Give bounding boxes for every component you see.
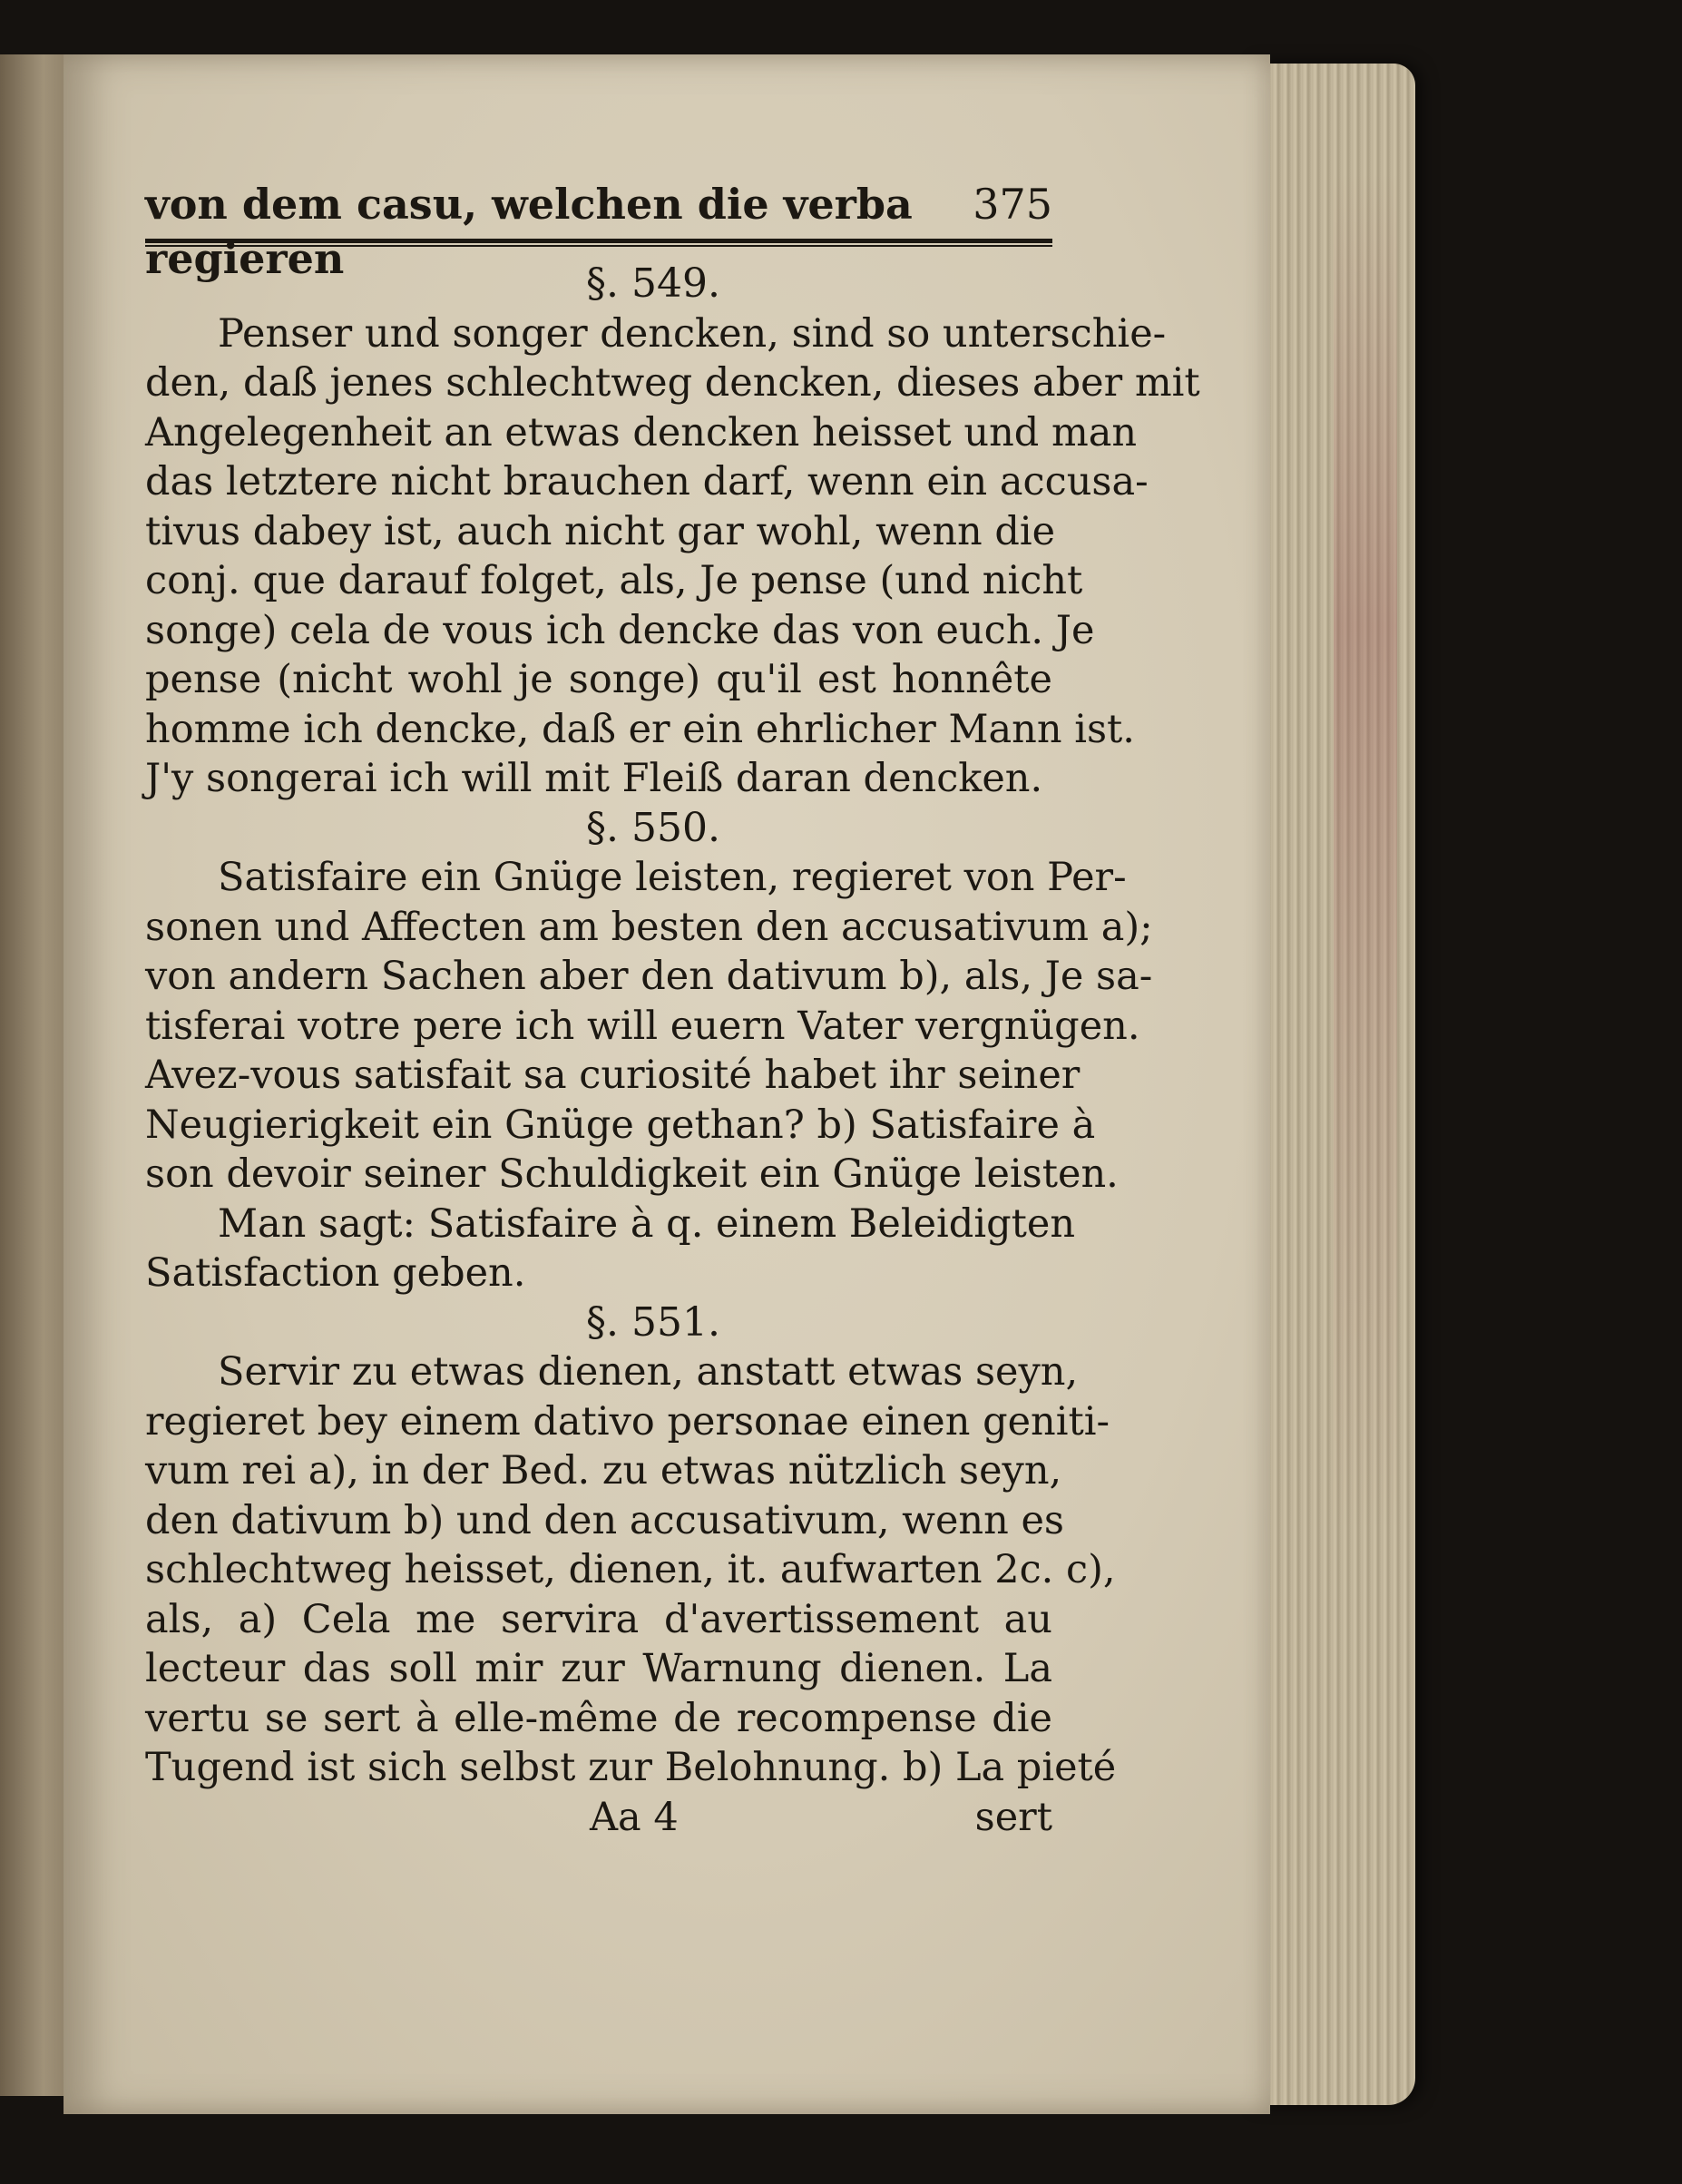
page-stack-edges <box>1252 64 1415 2105</box>
text-line: schlechtweg heisset, dienen, it. aufwarten 2c. c), <box>145 1547 1116 1592</box>
text-line: Angelegenheit an etwas dencken heisset und man <box>145 409 1138 455</box>
text-line: vum rei a), in der Bed. zu etwas nützlich seyn, <box>145 1448 1062 1494</box>
page-number: 375 <box>973 180 1052 229</box>
page-text <box>145 177 1200 1842</box>
text-line: pense (nicht wohl je songe) qu'il est honnête <box>145 657 1052 702</box>
text-line: conj. que darauf folget, als, Je pense (und nicht <box>145 558 1083 603</box>
previous-page-edge <box>0 54 73 2096</box>
signature-mark: Aa 4 <box>590 1794 679 1840</box>
text-line: regieret bey einem dativo personae einen geniti- <box>145 1398 1110 1445</box>
text-line: Tugend ist sich selbst zur Belohnung. b) La pieté <box>145 1745 1117 1790</box>
catchword: sert <box>974 1794 1052 1840</box>
running-head <box>145 177 1052 283</box>
text-line: Penser und songer dencken, sind so unterschie- <box>218 310 1167 357</box>
text-line: Servir zu etwas dienen, anstatt etwas seyn, <box>218 1349 1079 1395</box>
running-head-title: von dem casu, welchen die verba regieren <box>145 180 913 283</box>
text-line: vertu se sert à elle-même de recompense die <box>145 1695 1052 1741</box>
text-line: Satisfaction geben. <box>145 1250 526 1296</box>
text-line: von andern Sachen aber den dativum b), als, Je sa- <box>145 954 1153 999</box>
text-line: sonen und Affecten am besten den accusativum a); <box>145 904 1153 950</box>
text-line: Satisfaire ein Gnüge leisten, regieret von Per- <box>218 855 1127 900</box>
text-line: das letztere nicht brauchen darf, wenn ein accusa- <box>145 459 1149 504</box>
text-line: den, daß jenes schlechtweg dencken, dieses aber mit <box>145 360 1200 406</box>
text-line: Man sagt: Satisfaire à q. einem Beleidigten <box>218 1200 1076 1247</box>
text-line: lecteur das soll mir zur Warnung dienen. La <box>145 1646 1052 1691</box>
text-line: son devoir seiner Schuldigkeit ein Gnüge leisten. <box>145 1151 1119 1197</box>
page-footer <box>145 1793 1052 1843</box>
text-line: J'y songerai ich will mit Fleiß daran dencken. <box>145 756 1043 801</box>
section-heading-551: §. 551. <box>586 1298 720 1346</box>
text-line: homme ich dencke, daß er ein ehrlicher Mann ist. <box>145 706 1135 752</box>
text-line: tivus dabey ist, auch nicht gar wohl, wenn die <box>145 508 1056 554</box>
section-heading-549: §. 549. <box>586 260 720 307</box>
text-line: Avez-vous satisfait sa curiosité habet ihr seiner <box>145 1053 1081 1098</box>
text-line: tisferai votre pere ich will euern Vater vergnügen. <box>145 1003 1140 1049</box>
text-line: songe) cela de vous ich dencke das von euch. Je <box>145 607 1095 653</box>
text-line: als, a) Cela me servira d'avertissement au <box>145 1596 1052 1642</box>
section-heading-550: §. 550. <box>586 804 720 851</box>
text-line: den dativum b) und den accusativum, wenn es <box>145 1497 1064 1543</box>
text-line: Neugierigkeit ein Gnüge gethan? b) Satisfaire à <box>145 1102 1096 1148</box>
